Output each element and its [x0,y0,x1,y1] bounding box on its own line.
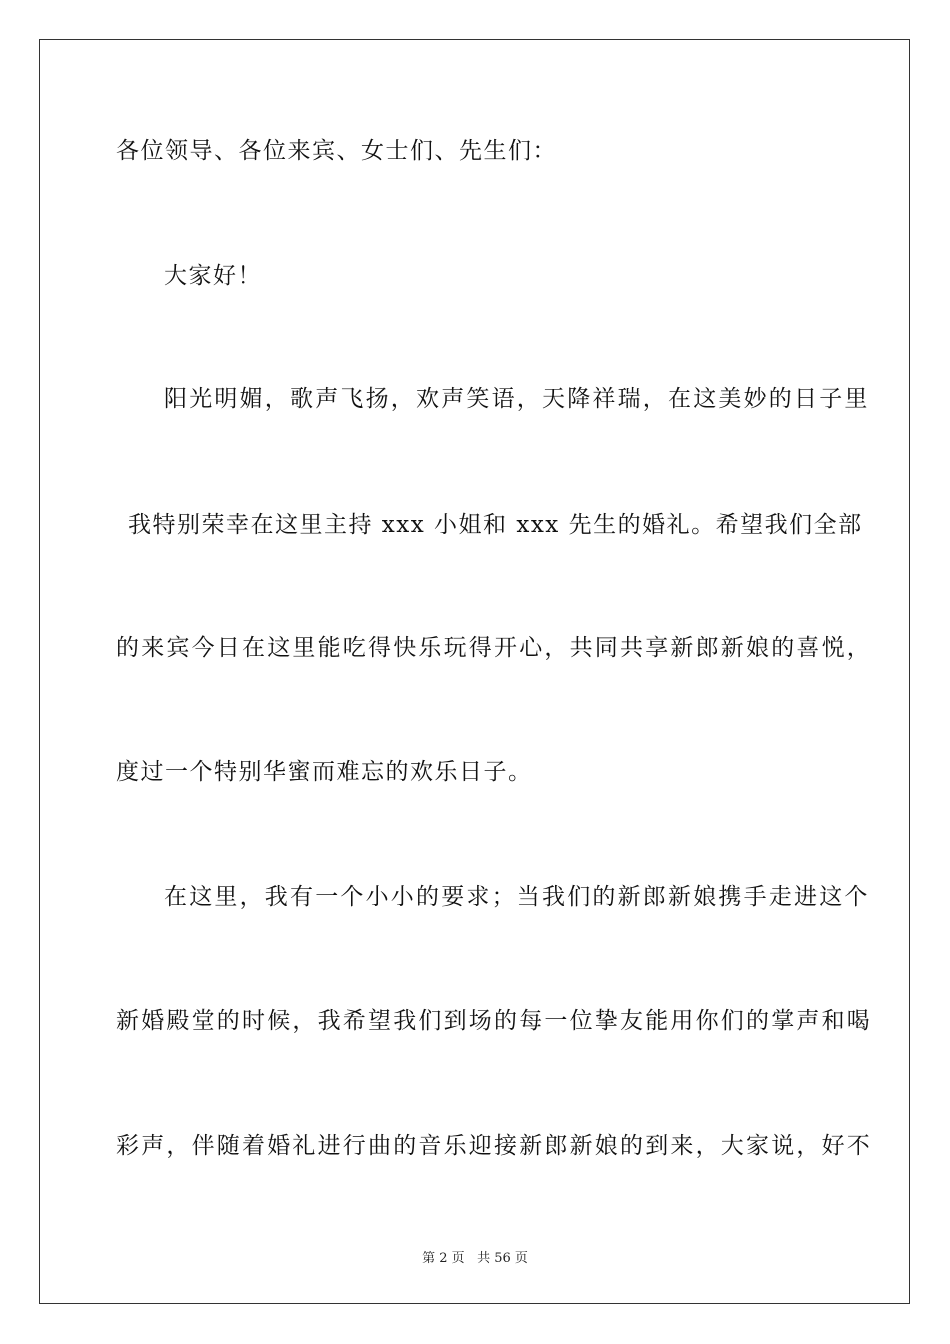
page-border [39,39,910,1304]
greeting-line: 大家好！ [164,263,262,289]
salutation-line: 各位领导、各位来宾、女士们、先生们： [116,138,557,164]
paragraph-line: 度过一个特别华蜜而难忘的欢乐日子。 [116,759,533,785]
paragraph-line: 彩声，伴随着婚礼进行曲的音乐迎接新郎新娘的到来，大家说，好不 [116,1133,872,1159]
paragraph-line: 的来宾今日在这里能吃得快乐玩得开心，共同共享新郎新娘的喜悦， [116,635,872,661]
page-footer [0,1247,950,1266]
page-total: 共 56 页 [477,1251,528,1266]
paragraph-line: 新婚殿堂的时候，我希望我们到场的每一位挚友能用你们的掌声和喝 [116,1008,872,1034]
paragraph-line: 在这里，我有一个小小的要求；当我们的新郎新娘携手走进这个 [164,884,870,910]
paragraph-line: 阳光明媚，歌声飞扬，欢声笑语，天降祥瑞，在这美妙的日子里 [164,386,870,412]
paragraph-line: 我特别荣幸在这里主持 xxx 小姐和 xxx 先生的婚礼。希望我们全部 [128,512,863,538]
page-number: 第 2 页 [422,1251,465,1266]
